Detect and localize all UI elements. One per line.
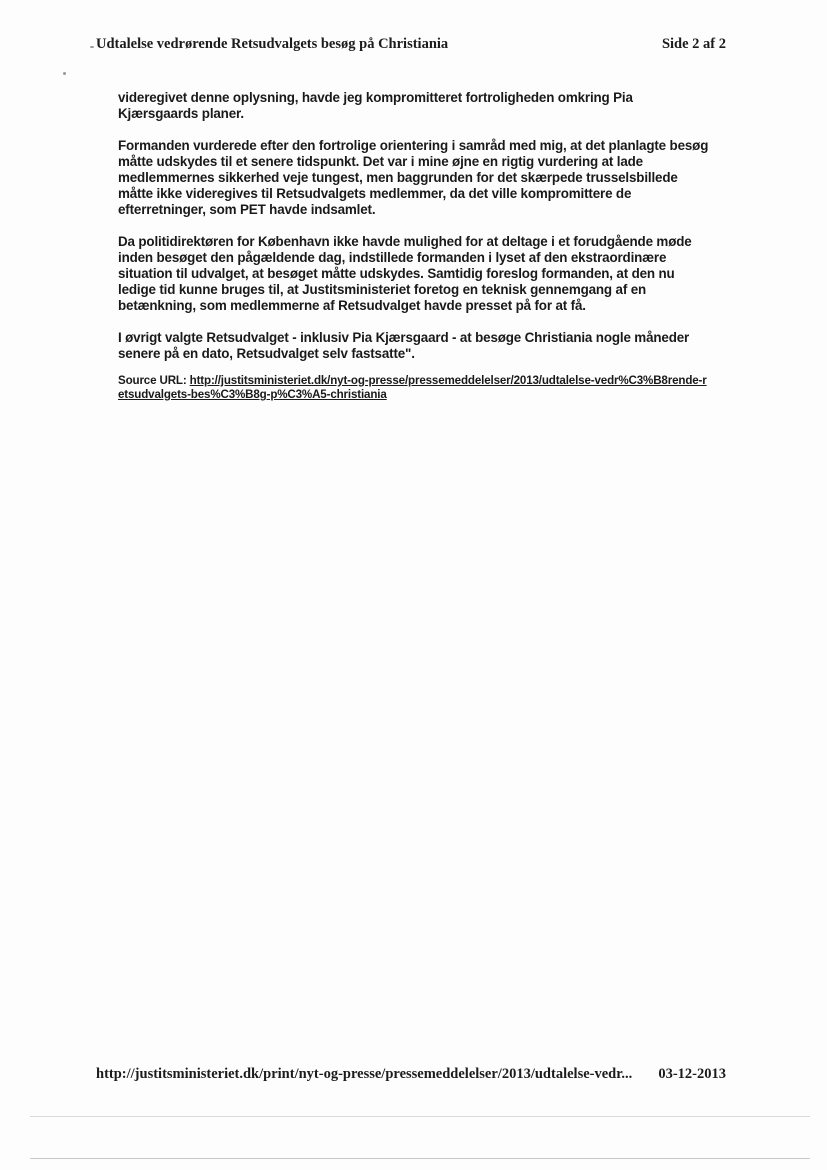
scan-speck — [90, 46, 94, 48]
source-link[interactable]: http://justitsministeriet.dk/nyt-og-presse/pressemeddelelser/2013/udtalelse-vedr%C3%B8rende-retsudvalgets-bes%C3%B8g-p%C3%A5-christiania — [118, 374, 707, 401]
page-number: Side 2 af 2 — [661, 36, 726, 52]
paragraph: videregivet denne oplysning, havde jeg kompromitteret fortroligheden omkring Pia Kjærsgaards planer. — [118, 90, 633, 121]
paragraph: Da politidirektøren for København ikke havde mulighed for at deltage i et forudgående møde inden besøget den pågældende dag, indstillede formanden i lyset af den ekstraordinære situation til udvalget, at besøget måtte udskydes. Samtidig foreslog formanden, at den nu ledige tid kunne bruges til, at Justitsministeriet foretog en teknisk gennemgang af en betænkning, som medlemmerne af Retsudvalget havde presset på for at få. — [118, 234, 692, 313]
paragraph: I øvrigt valgte Retsudvalget - inklusiv Pia Kjærsgaard - at besøge Christiania nogle måneder senere på en dato, Retsudvalget selv fastsatte". — [118, 330, 690, 361]
footer-url: http://justitsministeriet.dk/print/nyt-og-presse/pressemeddelelser/2013/udtalelse-vedr... — [96, 1066, 633, 1082]
paragraph: Formanden vurderede efter den fortrolige orientering i samråd med mig, at det planlagte besøg måtte udskydes til et senere tidspunkt. Det var i mine øjne en rigtig vurdering at lade medlemmernes sikkerhed veje tungest, men baggrunden for det skærpede trusselsbillede måtte ikke videregives til Retsudvalgets medlemmer, da det ville kompromittere de efterretninger, som PET havde indsamlet. — [118, 138, 709, 217]
header-title: Udtalelse vedrørende Retsudvalgets besøg på Christiania — [96, 36, 449, 52]
source-url-block — [118, 374, 712, 402]
scan-artifact-line — [30, 1116, 810, 1117]
page-footer — [96, 1066, 726, 1086]
scan-artifact-line — [30, 1158, 810, 1159]
source-label: Source URL: — [118, 374, 187, 387]
letter-body — [118, 90, 712, 402]
footer-date: 03-12-2013 — [658, 1066, 726, 1082]
scan-speck — [63, 72, 66, 75]
page-header — [96, 36, 726, 56]
